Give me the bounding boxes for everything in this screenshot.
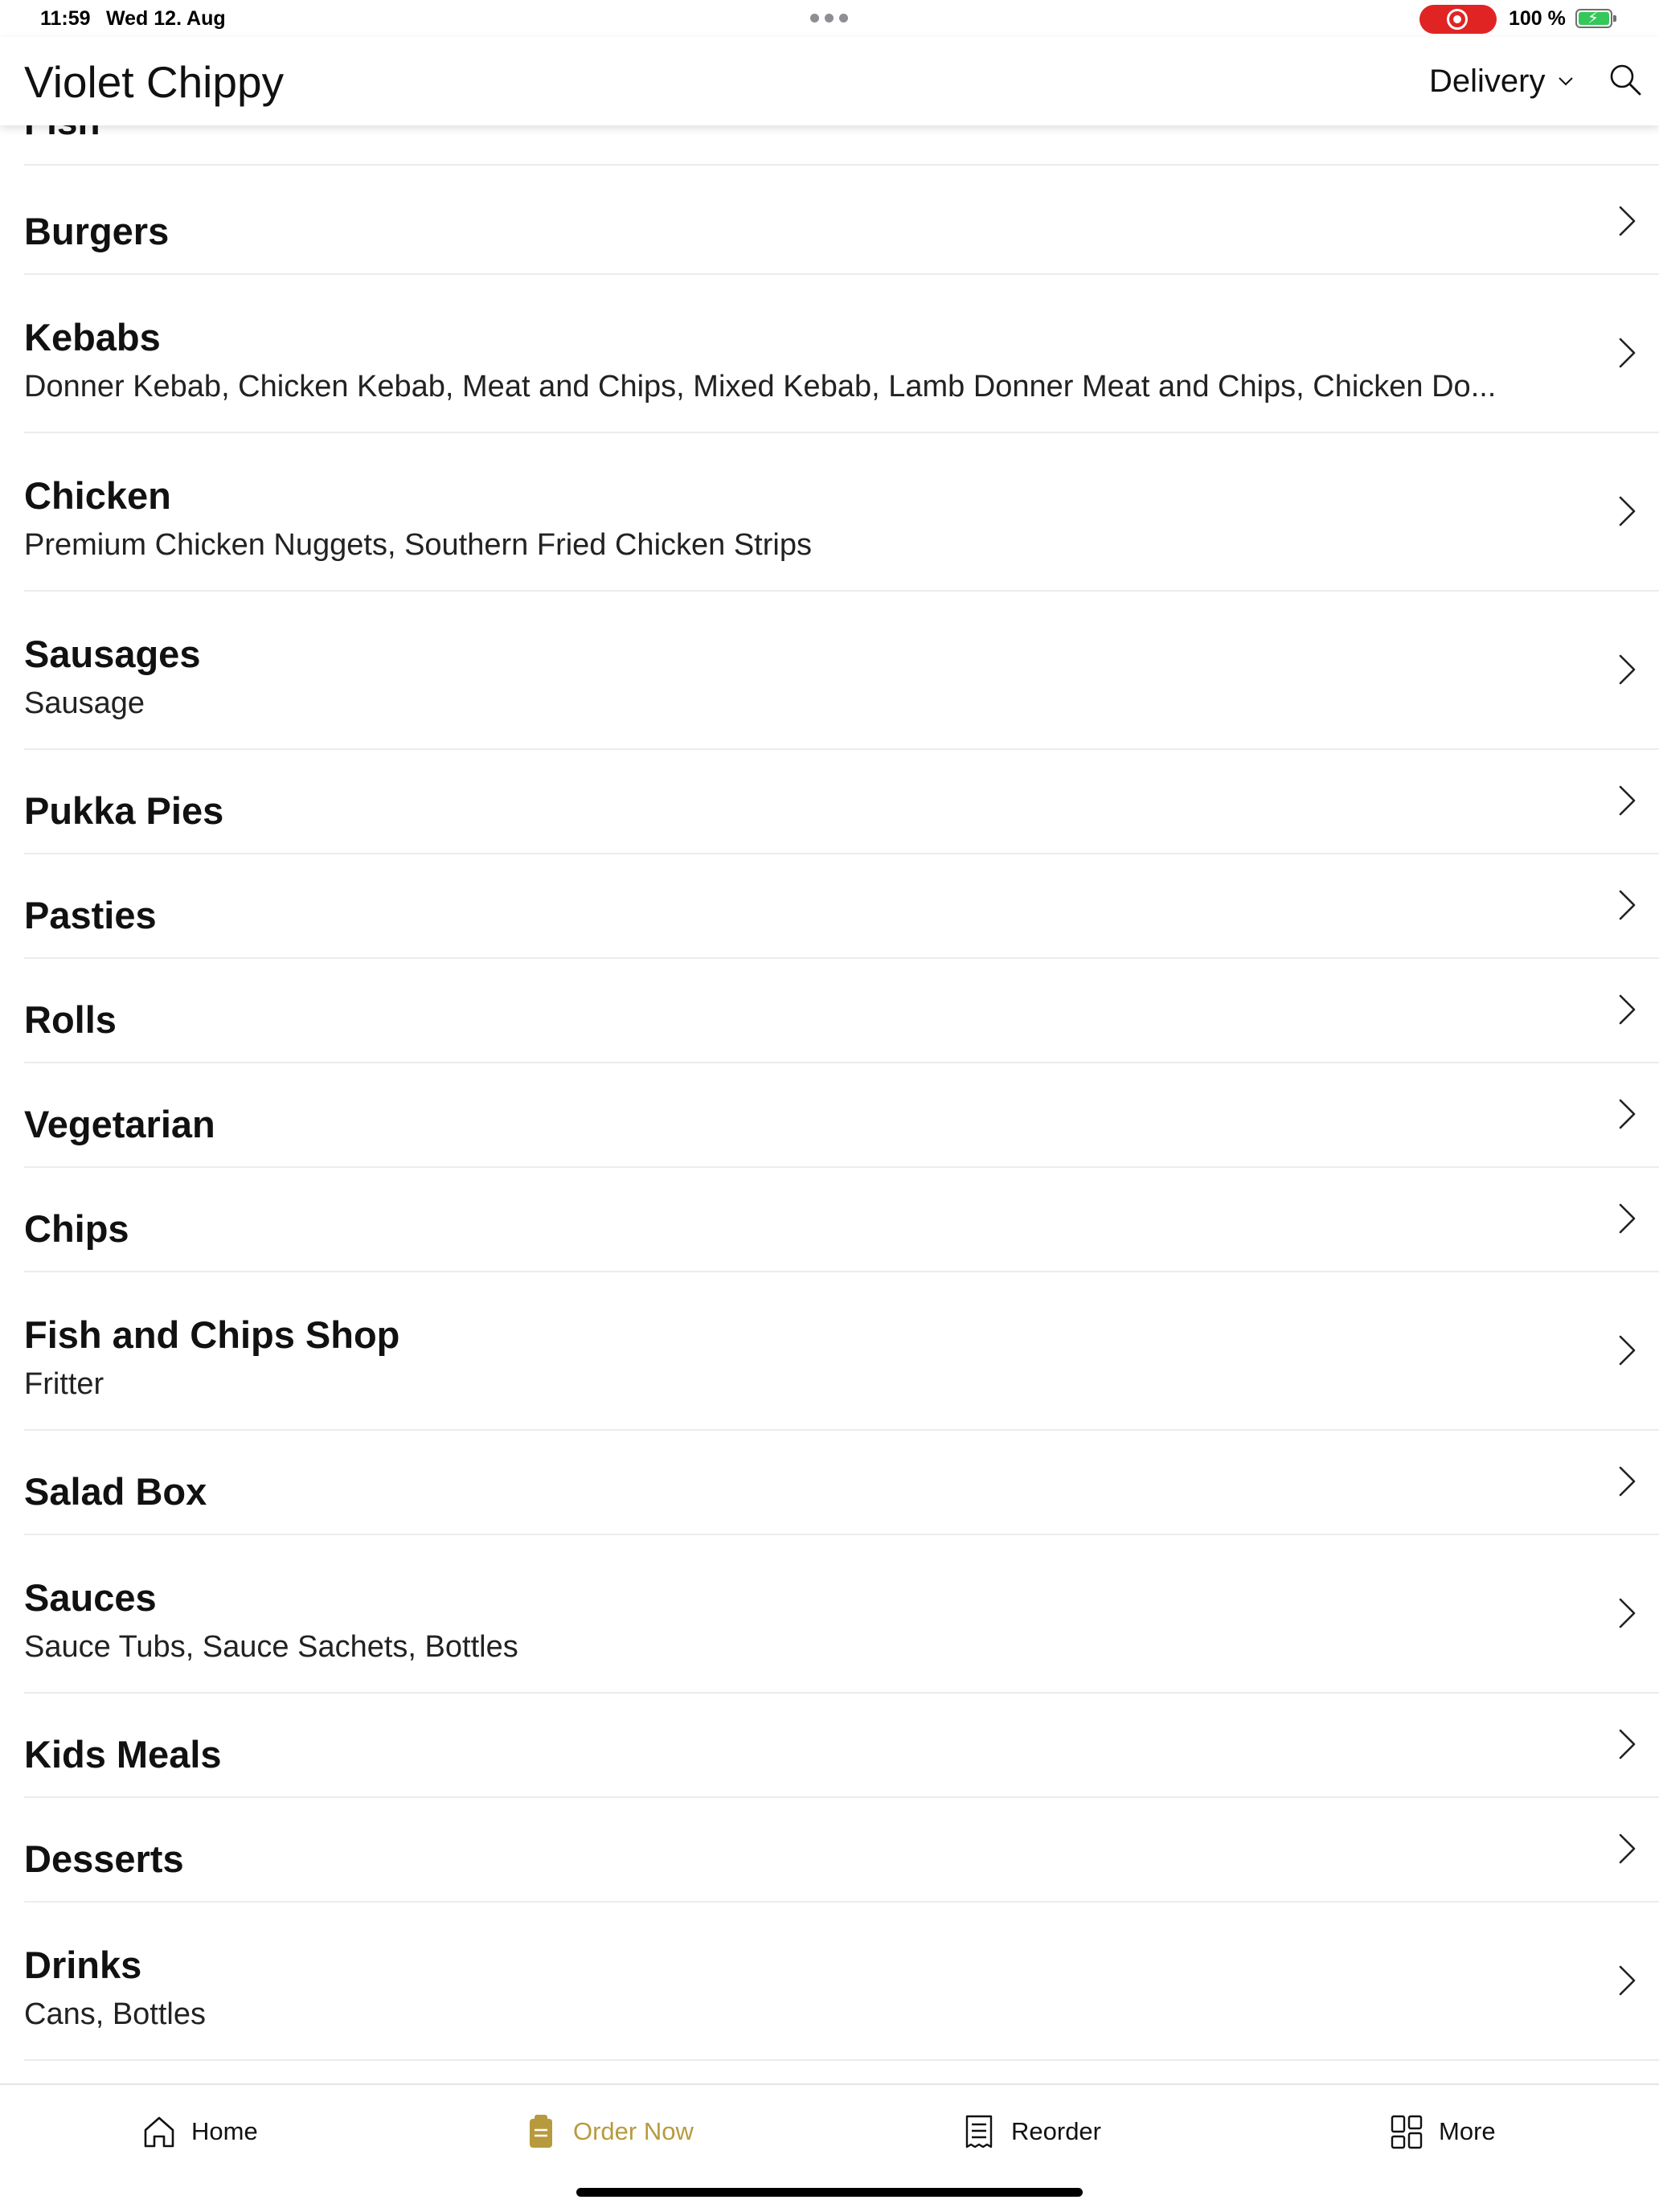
order-bag-icon [523, 2112, 559, 2151]
category-row[interactable] [24, 959, 1659, 1063]
category-row[interactable] [24, 433, 1659, 592]
chevron-right-icon [1617, 1727, 1638, 1761]
tab-reorder[interactable] [961, 2109, 1101, 2154]
chevron-right-icon [1617, 1964, 1638, 1997]
category-list[interactable] [0, 125, 1659, 2083]
category-title: Rolls [24, 998, 117, 1041]
tab-more[interactable] [1389, 2109, 1496, 2154]
chevron-right-icon [1617, 494, 1638, 528]
category-subtitle: Fritter [24, 1367, 104, 1401]
battery-percentage: 100 % [1509, 7, 1566, 30]
app-header [0, 37, 1659, 125]
chevron-right-icon [1617, 888, 1638, 922]
chevron-right-icon [1617, 204, 1638, 238]
tab-more-label: More [1439, 2117, 1496, 2145]
category-row[interactable] [24, 1168, 1659, 1272]
chevron-down-icon [1556, 72, 1575, 91]
category-row[interactable] [24, 275, 1659, 433]
status-date: Wed 12. Aug [106, 7, 226, 30]
screen-recording-icon[interactable] [1419, 5, 1497, 34]
tab-order-now[interactable] [523, 2109, 694, 2154]
category-row[interactable] [24, 592, 1659, 750]
category-row[interactable] [24, 1535, 1659, 1694]
category-title: Chicken [24, 474, 171, 517]
category-subtitle: Cans, Bottles [24, 1997, 206, 2031]
chevron-right-icon [1617, 653, 1638, 686]
chevron-right-icon [1617, 1202, 1638, 1235]
status-time: 11:59 [40, 7, 91, 30]
chevron-right-icon [1617, 1333, 1638, 1367]
category-title: Salad Box [24, 1470, 207, 1513]
chevron-right-icon [1617, 784, 1638, 817]
status-bar [0, 0, 1659, 37]
category-subtitle: Sausage [24, 686, 145, 720]
category-subtitle: Premium Chicken Nuggets, Southern Fried Chicken Strips [24, 528, 812, 562]
category-subtitle: Donner Kebab, Chicken Kebab, Meat and Chips, Mixed Kebab, Lamb Donner Meat and Chips, Chicken Do... [24, 370, 1497, 403]
category-title: Drinks [24, 1944, 142, 1986]
battery-icon: ⚡ [1575, 9, 1612, 28]
category-title: Pukka Pies [24, 789, 224, 832]
category-row[interactable] [24, 1694, 1659, 1798]
tab-home-label: Home [191, 2117, 258, 2145]
category-subtitle: Sauce Tubs, Sauce Sachets, Bottles [24, 1630, 518, 1664]
category-row[interactable] [24, 1272, 1659, 1431]
category-title: Sausages [24, 633, 201, 675]
chevron-right-icon [1617, 993, 1638, 1026]
tab-order-now-label: Order Now [573, 2117, 694, 2145]
category-title: Sauces [24, 1576, 157, 1619]
category-title: Fish and Chips Shop [24, 1313, 400, 1356]
category-row[interactable] [24, 854, 1659, 959]
tab-reorder-label: Reorder [1011, 2117, 1101, 2145]
category-title: Kebabs [24, 316, 161, 358]
category-title: Chips [24, 1207, 129, 1250]
multitasking-dots-icon[interactable] [810, 14, 848, 23]
category-row[interactable] [24, 1063, 1659, 1168]
category-title: Pasties [24, 894, 157, 936]
receipt-icon [961, 2112, 997, 2151]
chevron-right-icon [1617, 336, 1638, 370]
tab-home[interactable] [141, 2109, 258, 2154]
category-row[interactable] [24, 170, 1659, 275]
category-title: Desserts [24, 1837, 184, 1880]
page-title: Violet Chippy [24, 57, 285, 107]
chevron-right-icon [1617, 1832, 1638, 1866]
category-title: Burgers [24, 210, 170, 252]
category-row[interactable] [24, 750, 1659, 854]
category-title: Vegetarian [24, 1103, 215, 1145]
category-row[interactable] [24, 1903, 1659, 2061]
home-indicator[interactable] [576, 2188, 1083, 2197]
chevron-right-icon [1617, 1464, 1638, 1498]
home-icon [141, 2112, 177, 2151]
delivery-mode-label: Delivery [1429, 63, 1546, 99]
chevron-right-icon [1617, 1097, 1638, 1131]
category-title: Kids Meals [24, 1733, 222, 1776]
category-row[interactable] [24, 1431, 1659, 1535]
category-row[interactable] [24, 1798, 1659, 1903]
delivery-mode-dropdown[interactable] [1429, 61, 1575, 101]
search-icon[interactable] [1607, 61, 1644, 98]
chevron-right-icon [1617, 1596, 1638, 1630]
grid-icon [1389, 2112, 1424, 2151]
